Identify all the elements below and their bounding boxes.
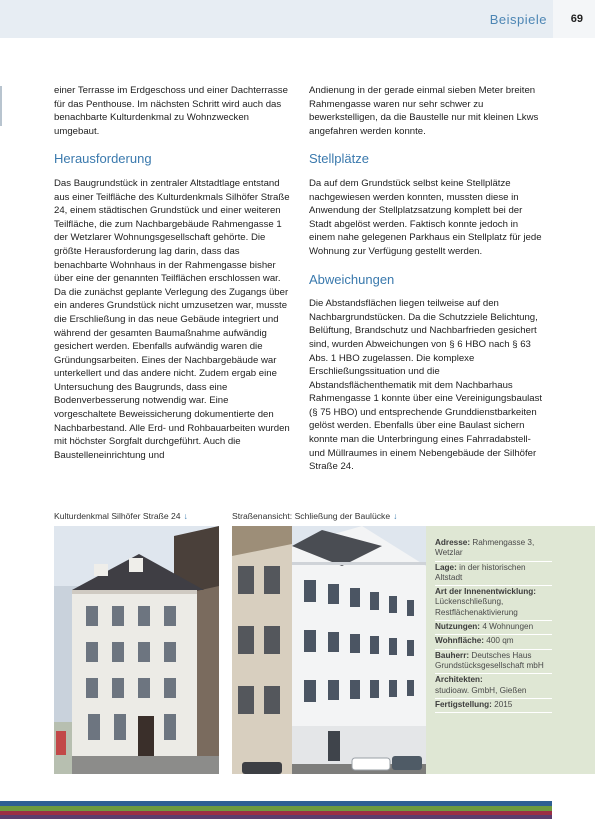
heading-abweichungen: Abweichungen [309, 271, 395, 287]
caption-strassenansicht [232, 511, 397, 521]
section-title: Beispiele [489, 12, 547, 27]
info-label: Adresse: [435, 538, 471, 547]
arrow-down-icon: ↓ [393, 511, 398, 521]
info-label: Art der Innenentwicklung: [435, 587, 536, 597]
info-client [435, 650, 552, 675]
info-value: Lückenschließung, Restflächenaktivierung [435, 597, 518, 617]
info-address [435, 537, 552, 562]
info-living-area [435, 635, 552, 649]
page-number: 69 [570, 13, 583, 25]
info-value: Rahmengasse 3, Wetzlar [435, 538, 535, 558]
info-completion [435, 699, 552, 713]
caption-text: Kulturdenkmal Silhöfer Straße 24 [54, 511, 181, 521]
heading-stellplaetze: Stellplätze [309, 151, 369, 167]
caption-kulturdenkmal [54, 511, 188, 521]
left-text-column [54, 84, 290, 462]
info-location [435, 562, 552, 587]
info-label: Architekten: [435, 675, 483, 685]
info-label: Wohnfläche: [435, 636, 484, 646]
arrow-down-icon: ↓ [183, 511, 188, 521]
left-body-paragraph: Das Baugrundstück in zentraler Altstadtlage entstand aus einer Teilfläche des Kulturdenkmals Silhöfer Straße 24, einem städtischen Grundstück und einer weiteren Teilfläche, die zum Nachbargebäude Rahmengasse 1 der Wetzlarer Wohnungsgesellschaft gehörte. Die größte Herausforderung lag darin, dass das benachbarte Wohnhaus in der Rahmengasse bisher über eine der genannten Teilflächen erschlossen war. Da die zunächst geplante Verlegung des Zugangs über ein anderes Grundstück nicht umzusetzen war, musste die Erschließung in das neue Gebäude integriert und während der gesamten Baumaßnahme aufwändig gesichert werden. Ebenfalls aufwändig waren die Gründungsarbeiten. Eines der Nachbargebäude war unterkellert und das andere nicht. Zudem ergab eine Untersuchung des Baugrunds, dass eine Bodenverbesserung notwendig war. Eine vorgeschaltete Beweissicherung dokumentierte den Nachbarbestand. Alle Erd- und Rohbauarbeiten wurden mit höchster Sorgfalt durchgeführt. Auch die Baustelleneinrichtung und [54, 177, 290, 461]
heading-herausforderung: Herausforderung [54, 151, 152, 167]
info-value: studioaw. GmbH, Gießen [435, 685, 527, 695]
photo-kulturdenkmal [54, 526, 219, 774]
left-intro-paragraph: einer Terrasse im Erdgeschoss und einer Dachterrasse für das Penthouse. Im nächsten Schritt wird auch das benachbarte Kulturdenkmal zu Wohnzwecken umgebaut. [54, 85, 288, 137]
project-info-list [435, 537, 552, 713]
info-label: Lage: [435, 562, 457, 572]
right-text-column [309, 84, 545, 474]
stellplaetze-paragraph: Da auf dem Grundstück selbst keine Stellplätze nachgewiesen werden konnten, mussten diese in Anwendung der Stellplatzsatzung komplett bei der Stadt abgelöst werden. Faktisch konnte jedoch in einem nahe gelegenen Parkhaus ein Stellplatz für jede Wohnung zur Verfügung gestellt werden. [309, 177, 542, 257]
info-value: 4 Wohnungen [482, 622, 534, 632]
info-value: in der historischen Altstadt [435, 562, 526, 582]
right-intro-paragraph: Andienung in der gerade einmal sieben Meter breiten Rahmengasse waren nur sehr schwer zu bewerkstelligen, da die Baustelle nur mit kleinen Lkws angefahren werden konnte. [309, 85, 539, 137]
info-architects [435, 674, 552, 699]
info-development-type [435, 586, 552, 621]
info-label: Fertigstellung: [435, 699, 492, 709]
footer-stripe-purple [0, 815, 552, 819]
info-uses [435, 621, 552, 635]
info-value: 2015 [494, 699, 513, 709]
caption-text: Straßenansicht: Schließung der Baulücke [232, 511, 391, 521]
info-value: Deutsches Haus Grundstücksgesellschaft mbH [435, 650, 544, 670]
abweichungen-paragraph: Die Abstandsflächen liegen teilweise auf den Nachbargrundstücken. Da die Schutzziele Belichtung, Belüftung, Brandschutz und Nachbarfrieden gesichert sind, wurden Abweichungen von § 6 HBO nach § 63 Abs. 1 HBO zugelassen. Die komplexe Erschließungssituation und die Abstandsflächenthematik mit dem Nachbarhaus Rahmengasse 1 konnte über eine Vereinigungsbaulast (§ 75 HBO) und entsprechende Grunddienstbarkeiten gelöst werden. Ebenfalls über eine Baulast sichern konnte man die Unterbringung eines Fahrradabstell- und Müllraumes in einem Nebengebäude der Silhöfer Straße 24. [309, 298, 543, 473]
photo-strassenansicht [232, 526, 426, 774]
info-value: 400 qm [486, 636, 514, 646]
info-label: Nutzungen: [435, 622, 481, 632]
margin-marker [0, 86, 2, 126]
info-label: Bauherr: [435, 650, 470, 660]
